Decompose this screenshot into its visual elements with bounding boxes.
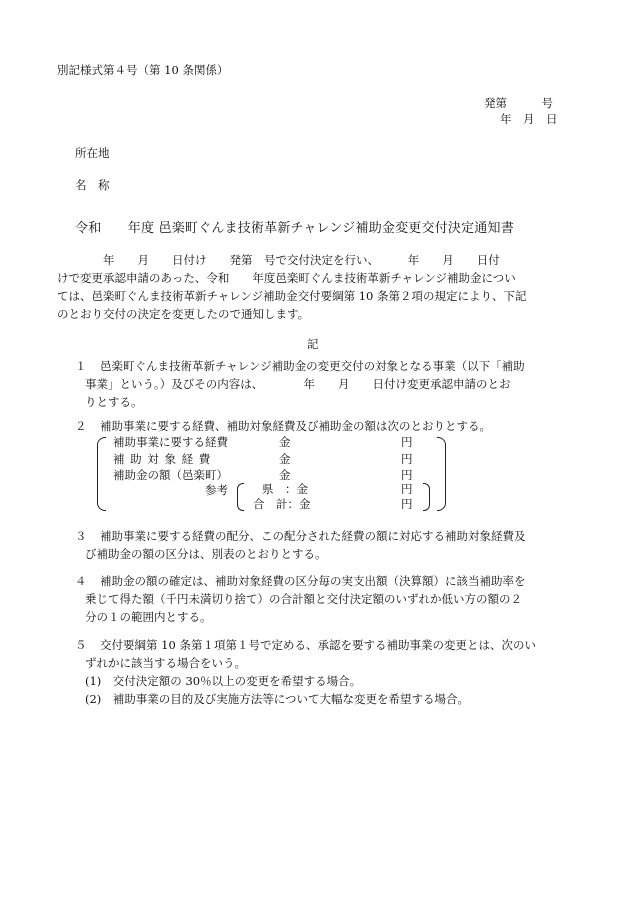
right-bracket — [437, 437, 446, 511]
item-line: び補助金の額の区分は、別表のとおりとする。 — [85, 547, 327, 561]
reference-left-bracket — [237, 483, 244, 511]
reference-amount-yen: 円 — [401, 497, 413, 511]
sub-item: (1) 交付決定額の 30％以上の変更を希望する場合。 — [85, 674, 362, 688]
document-title: 令和 年度 邑楽町ぐんま技術革新チャレンジ補助金変更交付決定通知書 — [75, 221, 514, 236]
intro-line: のとおり交付の決定を変更したので通知します。 — [57, 307, 310, 321]
amount-yen: 円 — [401, 452, 413, 466]
form-label: 別記様式第４号（第 10 条関係） — [57, 63, 229, 77]
item-number: ５ — [75, 638, 87, 652]
item-line: 交付要綱第 10 条第１項第１号で定める、承認を要する補助事業の変更とは、次のい — [100, 638, 536, 652]
intro-line: 年 月 日付け 発第 号で交付決定を行い、 年 月 日付 — [57, 253, 500, 267]
amount-kin: 金 — [279, 468, 291, 482]
amount-label: 補 助 対 象 経 費 — [113, 452, 212, 466]
ki-heading: 記 — [307, 337, 319, 351]
amount-kin: 金 — [279, 435, 291, 449]
item-line: 事業」という。）及びその内容は、 年 月 日付け変更承認申請のとお — [85, 377, 511, 391]
reference-amount-label: 県 ：金 — [262, 482, 308, 496]
sub-item: (2) 補助事業の目的及び実施方法等について大幅な変更を希望する場合。 — [85, 692, 470, 706]
item-line: 邑楽町ぐんま技術革新チャレンジ補助金の変更交付の対象となる事業（以下「補助 — [100, 359, 525, 373]
item-line: 補助金の額の確定は、補助対象経費の区分毎の実支出額（決算額）に該当補助率を — [100, 574, 526, 588]
reference-amount-label: 合 計：金 — [253, 497, 311, 511]
document-number: 発第 号 — [484, 96, 553, 110]
item-line: ずれかに該当する場合をいう。 — [85, 656, 246, 670]
item-line: 補助事業に要する経費の配分、この配分された経費の額に対応する補助対象経費及 — [100, 529, 526, 543]
amount-kin: 金 — [279, 452, 291, 466]
amount-yen: 円 — [401, 468, 413, 482]
left-bracket — [97, 437, 106, 511]
item-number: ２ — [75, 419, 87, 433]
item-number: ４ — [75, 574, 87, 588]
intro-line: ては、邑楽町ぐんま技術革新チャレンジ補助金交付要綱第 10 条第２項の規定により、下記 — [57, 289, 527, 303]
item-line: 乗じて得た額（千円未満切り捨て）の合計額と交付決定額のいずれか低い方の額の２ — [85, 592, 522, 606]
name-label: 名 称 — [75, 178, 110, 192]
item-number: １ — [75, 359, 87, 373]
reference-right-bracket — [423, 483, 430, 511]
item-line: 補助事業に要する経費、補助対象経費及び補助金の額は次のとおりとする。 — [100, 419, 491, 433]
amount-label: 補助金の額（邑楽町） — [113, 468, 228, 482]
item-line: 分の１の範囲内とする。 — [85, 610, 212, 624]
address-label: 所在地 — [75, 146, 110, 160]
item-number: ３ — [75, 529, 87, 543]
document-date: 年 月 日 — [500, 112, 558, 126]
amount-label: 補助事業に要する経費 — [113, 435, 228, 449]
amount-yen: 円 — [401, 435, 413, 449]
item-line: りとする。 — [85, 395, 143, 409]
reference-amount-yen: 円 — [401, 482, 413, 496]
reference-label: 参考 — [205, 483, 228, 497]
intro-line: けで変更承認申請のあった、令和 年度邑楽町ぐんま技術革新チャレンジ補助金につい — [57, 271, 516, 285]
